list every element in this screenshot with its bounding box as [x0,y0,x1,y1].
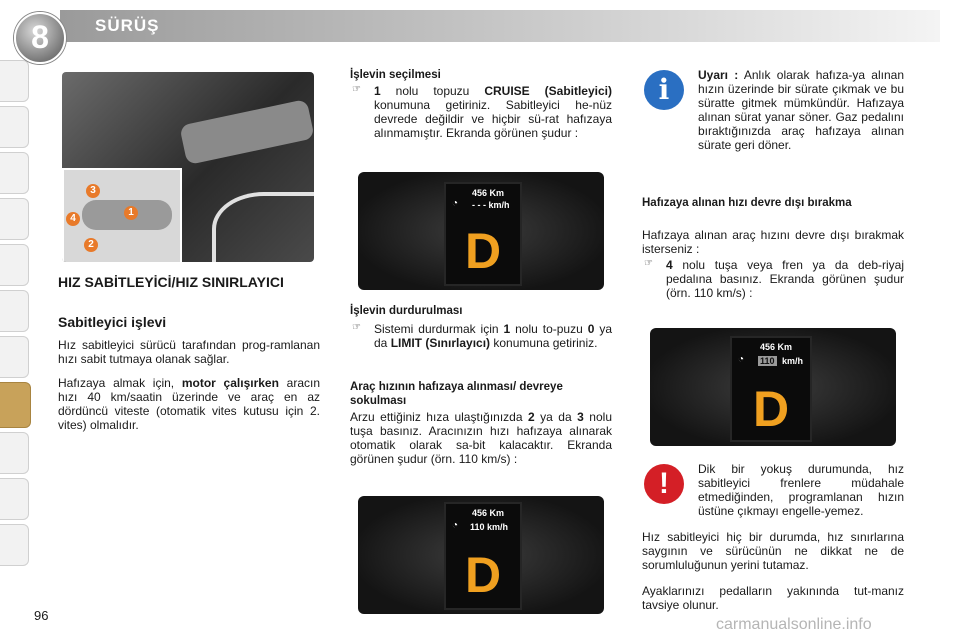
callout-3: 3 [86,184,100,198]
advice-paragraph: Ayaklarınızı pedalların yakınında tut-manız tavsiye olunur. [642,584,904,612]
stalk-shape [179,99,314,165]
odometer-text: 456 Km [760,342,793,352]
stop-function-heading: İşlevin durdurulması [350,305,463,317]
page-number: 96 [34,608,49,623]
speedometer-red-arc [650,328,745,446]
instrument-screen [444,502,522,610]
deactivate-bullet-text [666,258,904,300]
text-run: ya da [534,410,578,424]
safety-paragraph: Hız sabitleyici hiç bir durumda, hız sınırlarına saygının ve sürücünün ne dikkat ne de sorumluluğunun yerini tutamaz. [642,530,904,572]
section-main-heading: HIZ SABİTLEYİCİ/HIZ SINIRLAYICI [58,274,284,290]
text-run: Sistemi durdurmak için [374,322,504,336]
cruise-icon: ◔ [452,198,459,209]
dashboard-display-standby [358,172,604,290]
text-run: Anlık olarak hafıza-ya alınan hızın üzerinde bir sürate çıkmak ve bu süratte gitmek mümkündür. Hafızaya alınan sürat yanar söner. Gaz pedalını bıraktığınızda araç hafızaya alınan sürate geri döner. [698,68,904,152]
odometer-text: 456 Km [472,188,505,198]
text-run-bold: 1 [374,84,381,98]
cruise-icon: ◔ [452,520,459,531]
gear-indicator: D [752,381,790,437]
chapter-tab[interactable] [0,290,29,332]
text-run: nolu tuşa basınız. Aracınızın hızı hafızaya alınarak otomatik olarak sa-bit kalacaktır. Ekranda görünen şudur (örn. 110 km/s) : [350,410,612,466]
watermark: carmanualsonline.info [716,616,872,633]
pointing-hand-icon: ☞ [352,322,361,333]
header-bar [60,10,940,42]
text-run: Hafızaya almak için, [58,376,182,390]
intro-paragraph: Hız sabitleyici sürücü tarafından prog-ramlanan hızı sabit tutmaya olanak sağlar. [58,338,320,366]
control-closeup-inset [62,168,182,262]
text-run-bold: Uyarı : [698,68,739,82]
chapter-tab[interactable] [0,106,29,148]
deactivate-paragraph: Hafızaya alınan araç hızını devre dışı bırakmak isterseniz : [642,228,904,256]
info-icon: i [644,70,684,110]
instrument-screen [730,336,812,442]
text-run: nolu tuşa veya fren ya da deb-riyaj pedalına basınız. Ekranda görünen şudur (örn. 110 km/s) : [666,258,904,300]
select-function-text [374,84,612,140]
callout-2: 2 [84,238,98,252]
gear-indicator: D [464,547,502,603]
chapter-tab[interactable] [0,244,29,286]
dashboard-display-suspended [650,328,896,446]
text-run: konumuna getiriniz. [490,336,598,350]
text-run: nolu to-puzu [510,322,588,336]
set-speed-highlight: 110 [760,356,775,366]
tachometer-arc [528,496,604,614]
chapter-tab-active[interactable] [0,382,31,428]
callout-arrow [212,192,314,262]
chapter-tab[interactable] [0,152,29,194]
chapter-number: 8 [31,19,49,55]
select-function-heading: İşlevin seçilmesi [350,69,441,81]
memorise-speed-text [350,410,612,466]
text-run-bold: 1 [503,322,511,336]
odometer-text: 456 Km [472,508,505,518]
pointing-hand-icon: ☞ [644,258,653,269]
text-run: ya da [374,322,612,350]
text-run-bold: motor çalışırken [181,376,279,390]
speed-dashes-text: - - - km/h [472,200,510,210]
gear-indicator: D [464,223,502,279]
chapter-tab-strip [0,60,30,580]
text-run: Arzu ettiğiniz hıza ulaştığınızda [350,410,528,424]
chapter-tab[interactable] [0,524,29,566]
chapter-tab[interactable] [0,336,29,378]
warning-note-text: Dik bir yokuş durumunda, hız sabitleyici frenlere müdahale etmediğinden, programlanan hızın üstüne çıkmayı engelle-yemez. [698,462,904,518]
text-run-bold: 4 [666,258,673,272]
stop-function-text [374,322,612,350]
tachometer-arc [528,172,604,290]
page-title: SÜRÜŞ [95,16,160,35]
callout-4: 4 [66,212,80,226]
speedometer-red-arc [358,496,450,614]
text-run-bold: 2 [528,410,535,424]
section-sub-heading: Sabitleyici işlevi [58,314,167,330]
speed-unit-text: km/h [782,356,804,366]
condition-paragraph [58,376,320,432]
text-run-bold: CRUISE (Sabitleyici) [484,84,612,98]
pointing-hand-icon: ☞ [352,84,361,95]
set-speed-text: 110 km/h [470,522,509,532]
chapter-tab[interactable] [0,478,29,520]
text-run: konumuna getiriniz. Sabitleyici he-nüz devrede değildir ve hiçbir sü-rat hafızaya alınmamıştır. Ekranda görünen şudur : [374,98,612,140]
info-note-top [698,68,904,152]
chapter-tab[interactable] [0,198,29,240]
text-run: nolu topuzu [380,84,485,98]
chapter-tab[interactable] [0,432,29,474]
text-run-bold: LIMIT (Sınırlayıcı) [390,336,491,350]
steering-stalk-photo [62,72,314,262]
deactivate-heading: Hafızaya alınan hızı devre dışı bırakma [642,197,852,209]
dashboard-display-set-speed [358,496,604,614]
cruise-icon: ◔ [738,354,745,365]
exclamation-icon: ! [644,464,684,504]
callout-1: 1 [124,206,138,220]
instrument-screen [444,182,522,286]
tachometer-arc [820,328,896,446]
memorise-speed-heading: Araç hızının hafızaya alınması/ devreye sokulması [350,381,563,407]
text-run: aracın hızı 40 km/saatin üzerinde ve araç en az dördüncü viteste (otomatik vites kutusu için 2. vites) olmalıdır. [58,376,321,432]
chapter-tab[interactable] [0,60,29,102]
text-run-bold: 0 [587,322,595,336]
speedometer-red-arc [358,172,450,290]
text-run-bold: 3 [577,410,584,424]
